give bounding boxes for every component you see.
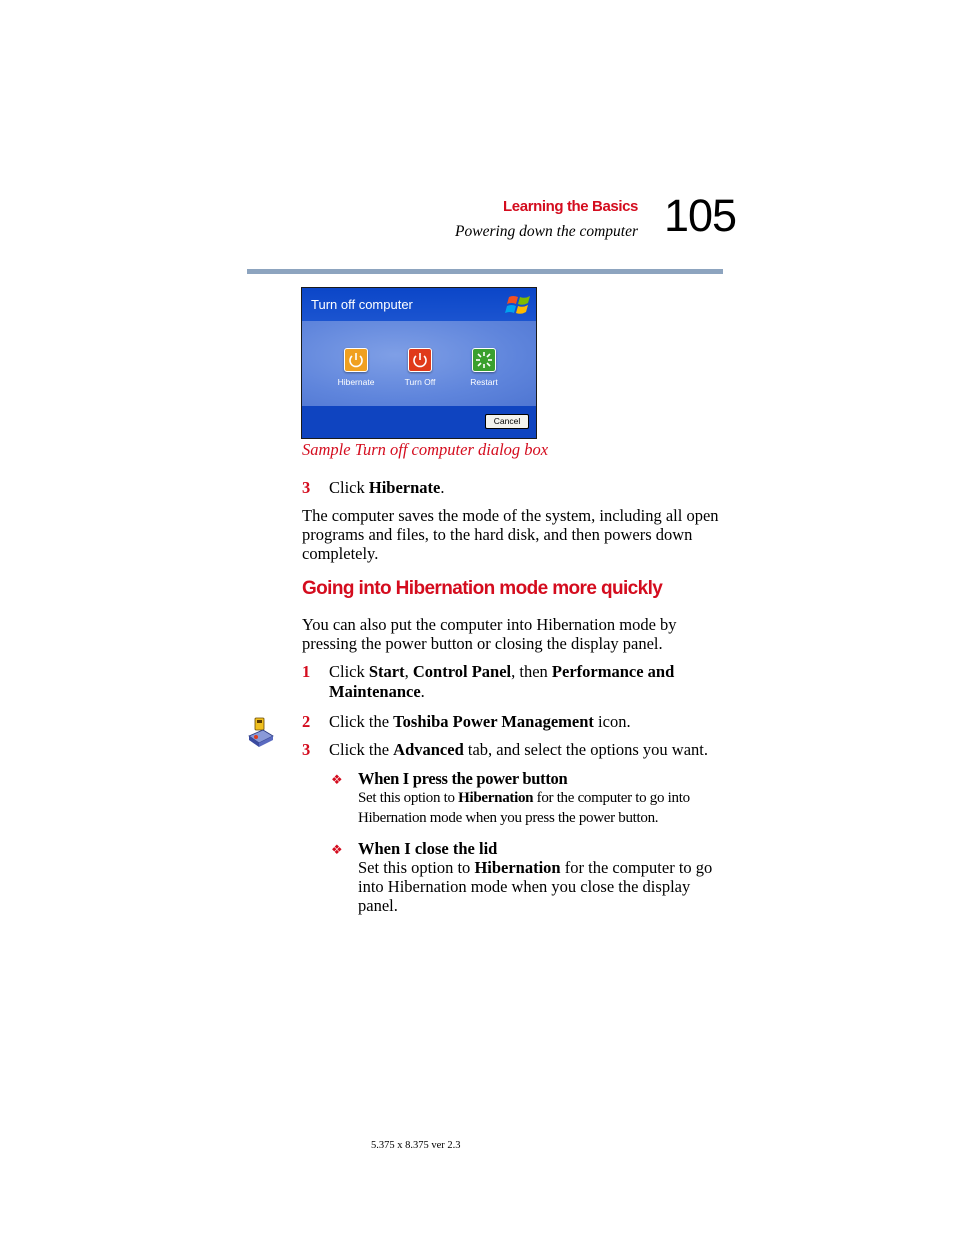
- section-title: Powering down the computer: [455, 223, 638, 240]
- hibernate-label: Hibernate: [337, 377, 375, 387]
- step-bold: Toshiba Power Management: [393, 712, 594, 731]
- step-text: Click: [329, 662, 369, 681]
- restart-icon: [472, 348, 496, 372]
- step-3-number: [302, 740, 310, 759]
- bullet-bold: Hibernation: [458, 790, 534, 806]
- header-rule: [247, 269, 723, 274]
- restart-label: Restart: [470, 377, 498, 387]
- dialog-body: [302, 321, 536, 406]
- paragraph-intro: You can also put the computer into Hibernation mode by pressing the power button or closing the display panel.: [302, 615, 677, 653]
- step-2-text: [329, 712, 631, 731]
- chapter-title: Learning the Basics: [503, 198, 638, 215]
- page-number: 105: [664, 190, 737, 241]
- bullet-close-lid: [358, 839, 726, 915]
- bullet-text: Set this option to: [358, 790, 459, 806]
- step-number: 2: [302, 712, 311, 731]
- step-text-end: .: [440, 478, 445, 497]
- turn-off-label: Turn Off: [404, 377, 436, 387]
- step-text: Click: [329, 478, 369, 497]
- step-hibernate-text: [329, 478, 445, 497]
- step-bold: Hibernate: [368, 478, 441, 497]
- bullet-title: When I close the lid: [358, 839, 498, 858]
- bullet-text: for the computer to go into Hibernation mode when you close the display panel.: [358, 858, 713, 915]
- step-number: 3: [302, 478, 311, 497]
- bullet-glyph: ❖: [331, 772, 343, 787]
- turn-off-dialog: [301, 287, 537, 439]
- bullet-glyph: ❖: [331, 842, 343, 857]
- bullet-body: [358, 858, 726, 915]
- step-bold: Start: [368, 662, 405, 681]
- power-management-icon: [247, 716, 275, 750]
- print-footer: 5.375 x 8.375 ver 2.3: [371, 1140, 461, 1151]
- step-text: tab, and select the options you want.: [463, 740, 708, 759]
- restart-option[interactable]: [424, 348, 537, 387]
- step-number: 3: [302, 740, 311, 759]
- bullet-bold: Hibernation: [474, 858, 561, 877]
- step-text: , then: [511, 662, 552, 681]
- section-heading: Going into Hibernation mode more quickly: [302, 578, 663, 599]
- bullet-text: Set this option to: [358, 858, 475, 877]
- step-2-number: [302, 712, 310, 731]
- step-text: .: [420, 682, 425, 701]
- bullet-text: for the computer to go into Hibernation mode when you press the power button.: [358, 790, 690, 826]
- windows-logo-icon: [505, 293, 533, 317]
- step-bold: Performance and Maintenance: [329, 662, 675, 701]
- dialog-title-bar: [302, 288, 536, 321]
- paragraph-saves-mode: The computer saves the mode of the system, including all open programs and files, to the hard disk, and then powers down completely.: [302, 506, 719, 563]
- step-1-text: [329, 662, 724, 702]
- step-1-number: [302, 662, 310, 681]
- step-bold: Control Panel: [412, 662, 512, 681]
- step-text: icon.: [593, 712, 631, 731]
- step-text: ,: [404, 662, 413, 681]
- bullet-body: [358, 788, 728, 828]
- step-hibernate: [302, 478, 310, 497]
- bullet-power-button: [358, 769, 728, 828]
- step-text: Click the: [329, 712, 394, 731]
- step-3-text: [329, 740, 708, 759]
- step-bold: Advanced: [393, 740, 464, 759]
- bullet-title: When I press the power button: [358, 769, 568, 788]
- step-number: 1: [302, 662, 311, 681]
- cancel-button[interactable]: Cancel: [485, 414, 529, 429]
- step-text: Click the: [329, 740, 394, 759]
- figure-caption: Sample Turn off computer dialog box: [302, 440, 549, 459]
- dialog-title: Turn off computer: [311, 297, 413, 312]
